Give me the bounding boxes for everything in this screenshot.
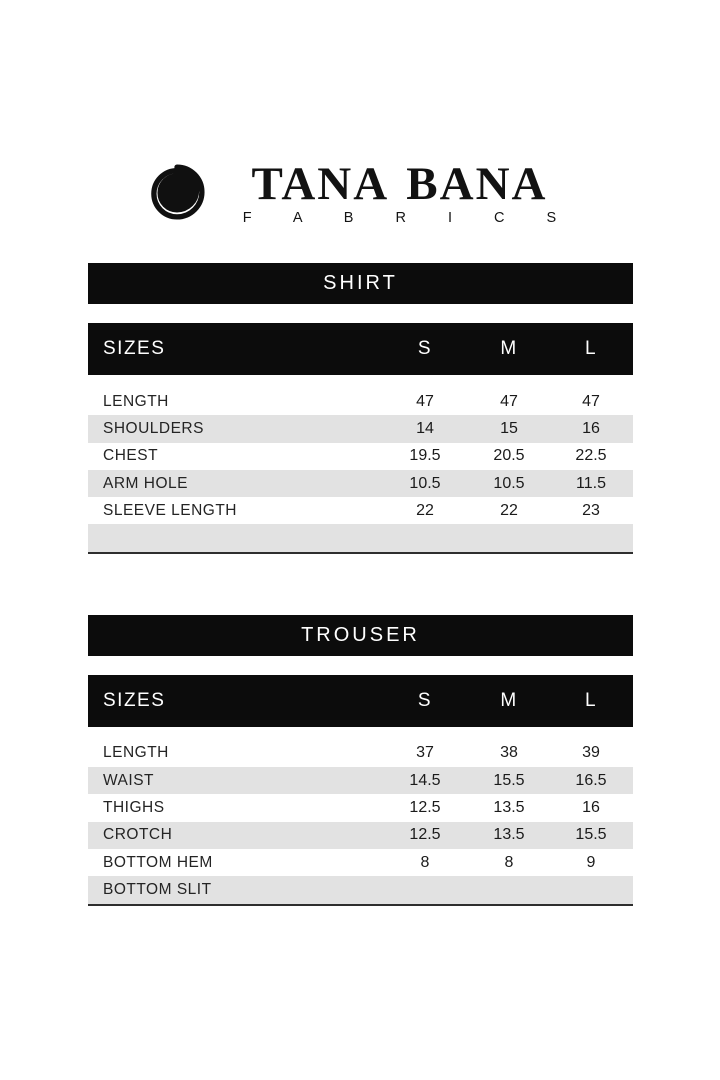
spec-row-crotch (88, 822, 633, 849)
spec-value-m: 15 (500, 419, 518, 437)
trouser-spec-rows (88, 740, 633, 906)
spec-row-length (88, 388, 633, 415)
spec-label: CROTCH (103, 826, 173, 844)
spec-row-length (88, 740, 633, 767)
trouser-title-bar (88, 615, 633, 656)
spec-label: SLEEVE LENGTH (103, 501, 237, 519)
spec-row-thighs (88, 794, 633, 821)
tables-divider-space (88, 554, 633, 615)
spec-value-s: 37 (416, 744, 434, 762)
spec-value-s: 12.5 (409, 799, 441, 817)
spec-value-m: 8 (504, 853, 514, 871)
brand-subtitle: F A B R I C S (242, 209, 576, 226)
spec-value-l: 11.5 (576, 474, 606, 492)
spec-value-s: 47 (416, 392, 434, 410)
spec-value-m: 13.5 (493, 799, 525, 817)
spec-value-l: 22.5 (575, 447, 607, 465)
shirt-title: SHIRT (323, 272, 398, 294)
spec-label: CHEST (103, 447, 159, 465)
trouser-title: TROUSER (301, 623, 420, 646)
spec-value-s: 10.5 (409, 474, 441, 492)
shirt-title-bar (88, 263, 633, 304)
spec-label: WAIST (103, 771, 155, 789)
brand-logo (0, 148, 720, 236)
spec-value-m: 22 (500, 501, 518, 519)
spec-value-s: 22 (416, 501, 434, 519)
spec-row-arm-hole (88, 470, 633, 497)
spec-value-s: 14 (416, 419, 434, 437)
spec-row-chest (88, 443, 633, 470)
spec-value-m: 10.5 (493, 474, 525, 492)
spec-value-l: 39 (582, 744, 600, 762)
column-header-l: L (584, 338, 598, 359)
spec-label: ARM HOLE (103, 474, 188, 492)
column-header-m: M (500, 689, 518, 711)
spec-row-sleeve-length (88, 497, 633, 524)
trouser-sizes-header (88, 675, 633, 727)
spec-label: LENGTH (103, 392, 169, 410)
table-shirt (88, 263, 633, 554)
column-header-l: L (584, 689, 598, 711)
spiral-icon (145, 157, 209, 227)
spec-label: SHOULDERS (103, 419, 204, 437)
column-header-s: S (417, 338, 433, 359)
spec-label: THIGHS (103, 799, 165, 817)
spec-label: BOTTOM HEM (103, 853, 213, 871)
spec-value-s: 8 (420, 853, 430, 871)
spec-value-l: 9 (586, 853, 596, 871)
spec-row-waist (88, 767, 633, 794)
sizes-header-label: SIZES (103, 338, 166, 359)
spec-value-m: 15.5 (493, 771, 525, 789)
shirt-sizes-header (88, 323, 633, 375)
brand-wordmark (224, 159, 575, 226)
spec-row-empty (88, 524, 633, 551)
spec-value-l: 16 (582, 799, 600, 817)
spec-label: LENGTH (103, 744, 169, 762)
spec-value-m: 20.5 (493, 447, 525, 465)
column-header-s: S (417, 689, 433, 711)
spec-value-m: 38 (500, 744, 518, 762)
spec-value-l: 15.5 (575, 826, 607, 844)
size-chart-sheet (88, 263, 633, 906)
spec-value-m: 47 (500, 392, 518, 410)
spec-value-l: 23 (582, 501, 600, 519)
spec-value-l: 47 (582, 392, 600, 410)
spec-value-s: 19.5 (409, 447, 441, 465)
spec-value-s: 12.5 (409, 826, 441, 844)
spec-row-bottom-slit (88, 876, 633, 903)
spec-label: BOTTOM SLIT (103, 880, 212, 898)
spec-row-bottom-hem (88, 849, 633, 876)
spec-row-shoulders (88, 415, 633, 442)
spec-value-l: 16.5 (575, 771, 607, 789)
spec-value-l: 16 (582, 419, 600, 437)
shirt-spec-rows (88, 388, 633, 554)
sizes-header-label: SIZES (103, 689, 166, 711)
spec-value-s: 14.5 (409, 771, 441, 789)
table-trouser (88, 615, 633, 906)
column-header-m: M (500, 338, 518, 359)
spec-value-m: 13.5 (493, 826, 525, 844)
brand-name: TANA BANA (251, 157, 548, 210)
